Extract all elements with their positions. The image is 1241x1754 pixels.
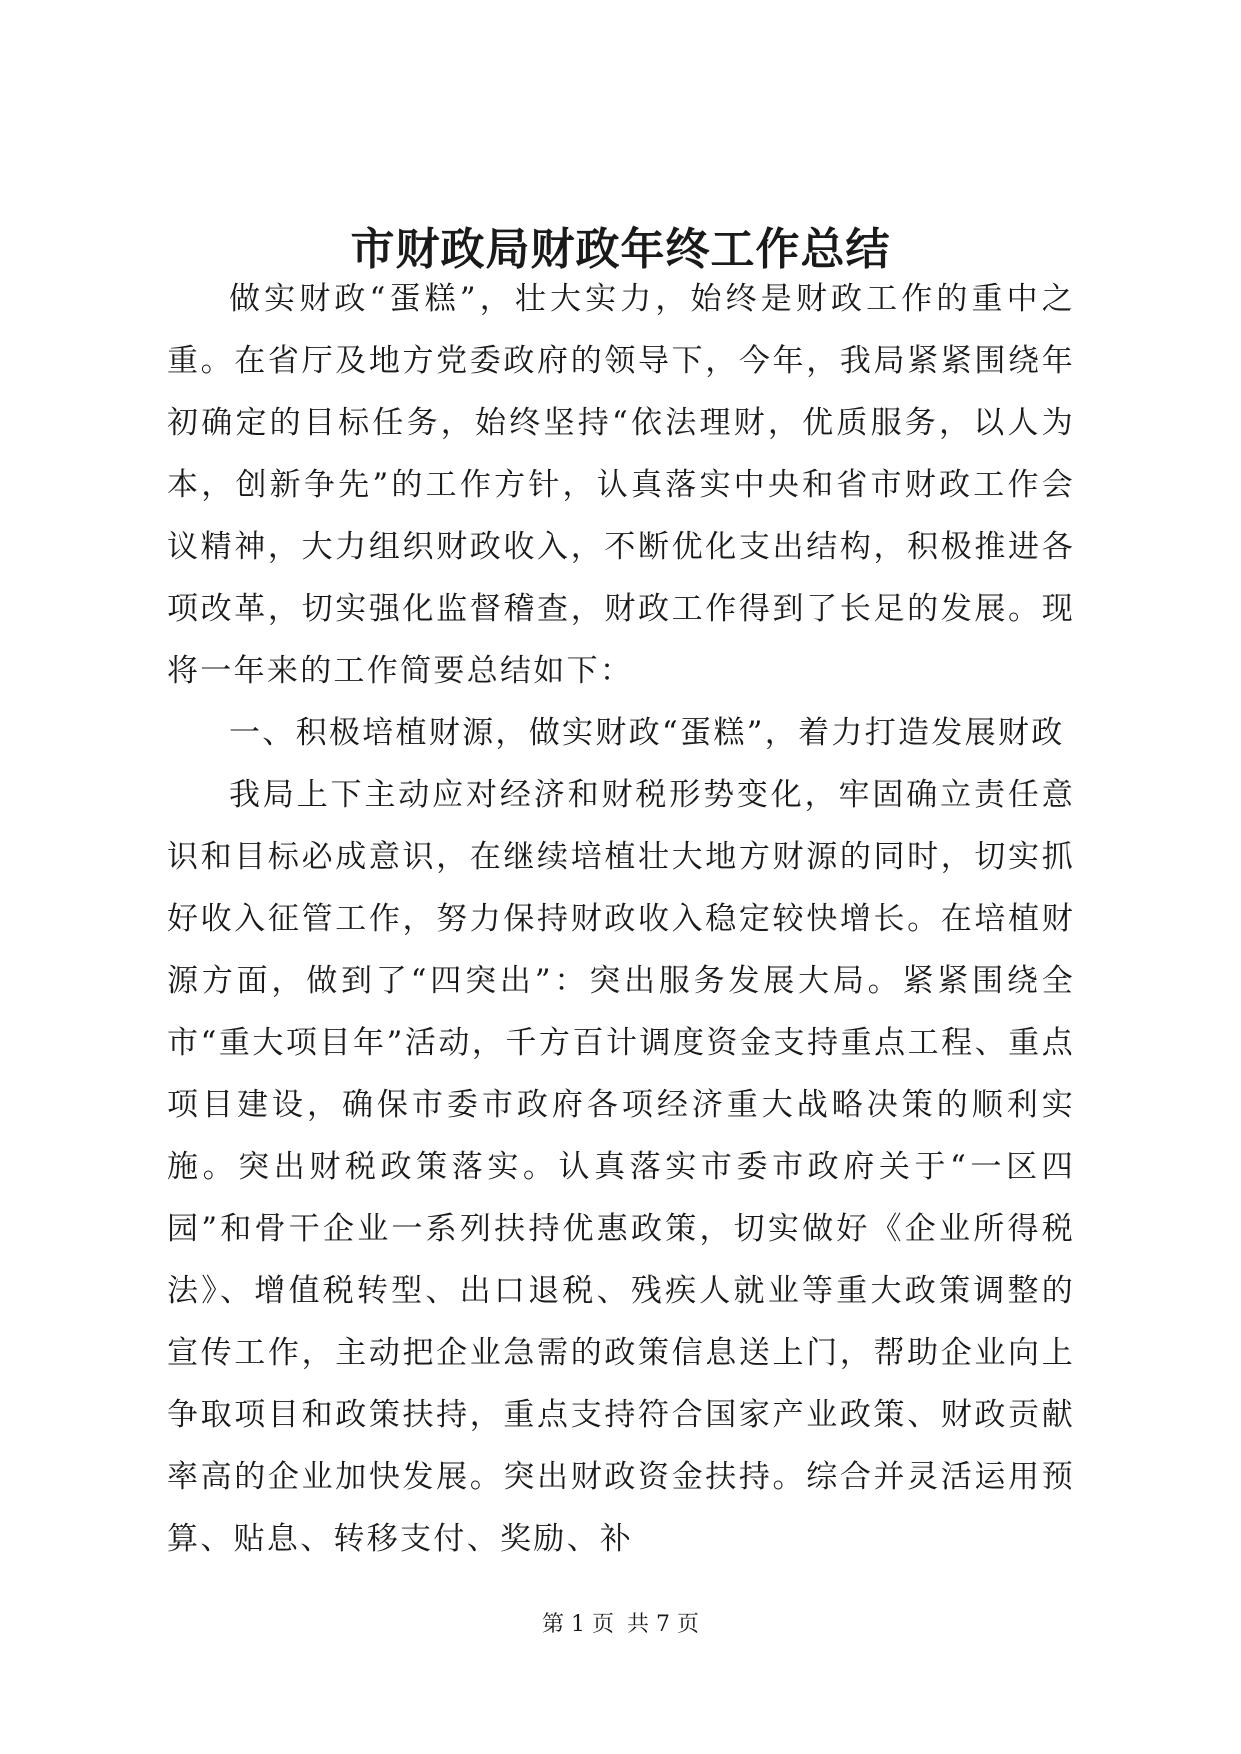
section-heading: 一、积极培植财源，做实财政“蛋糕”，着力打造发展财政: [229, 715, 1065, 751]
section-paragraph: 我局上下主动应对经济和财税形势变化，牢固确立责任意识和目标必成意识，在继续培植壮大地方财源的同时，切实抓好收入征管工作，努力保持财政收入稳定较快增长。在培植财源方面，做到了“四突出”：突出服务发展大局。紧紧围绕全市“重大项目年”活动，千方百计调度资金支持重点工程、重点项目建设，确保市委市政府各项经济重大战略决策的顺利实施。突出财税政策落实。认真落实市委市政府关于“一区四园”和骨干企业一系列扶持优惠政策，切实做好《企业所得税法》、增值税转型、出口退税、残疾人就业等重大政策调整的宣传工作，主动把企业急需的政策信息送上门，帮助企业向上争取项目和政策扶持，重点支持符合国家产业政策、财政贡献率高的企业加快发展。突出财政资金扶持。综合并灵活运用预算、贴息、转移支付、奖励、补: [167, 777, 1075, 1557]
intro-paragraph: 做实财政“蛋糕”，壮大实力，始终是财政工作的重中之重。在省厅及地方党委政府的领导下，今年，我局紧紧围绕年初确定的目标任务，始终坚持“依法理财，优质服务，以人为本，创新争先”的工作方针，认真落实中央和省市财政工作会议精神，大力组织财政收入，不断优化支出结构，积极推进各项改革，切实强化监督稽查，财政工作得到了长足的发展。现将一年来的工作简要总结如下：: [167, 281, 1075, 689]
page-footer: [0, 1610, 1241, 1640]
document-title: 市财政局财政年终工作总结: [350, 224, 891, 275]
page-total: 共 7 页: [627, 1612, 699, 1637]
document-body: [167, 268, 1075, 1570]
page-number: 第 1 页: [542, 1612, 614, 1637]
